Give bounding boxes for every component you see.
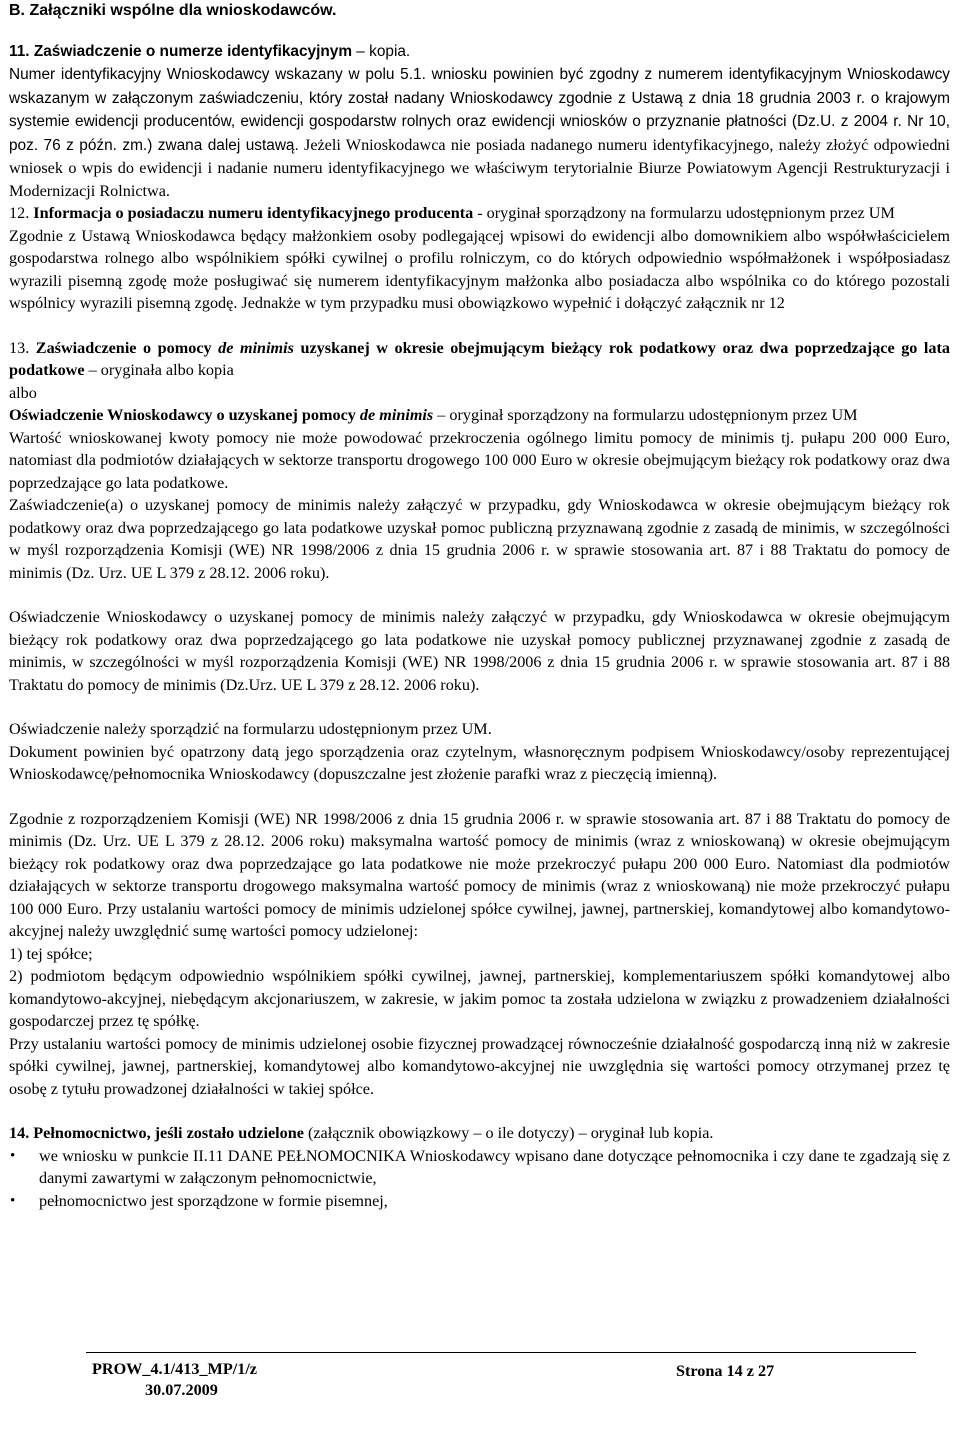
- section-14: [9, 1122, 950, 1212]
- section-12-title-tail: - oryginał sporządzony na formularzu udostępnionym przez UM: [473, 204, 895, 222]
- section-14-heading: [9, 1122, 950, 1145]
- section-13-paragraph-5: Dokument powinien być opatrzony datą jego sporządzenia oraz czytelnym, własnoręcznym podpisem Wnioskodawcy/osoby reprezentującej Wnioskodawcę/pełnomocnika Wnioskodawcy (dopuszczalne jest złożenie parafki wraz z pieczęcią imienną).: [9, 742, 950, 783]
- section-13-heading: [9, 337, 950, 382]
- footer-page-number: Strona 14 z 27: [676, 1362, 775, 1380]
- section-13-paragraph-7: 1) tej spółce;: [9, 944, 93, 963]
- section-13-paragraph-3: Oświadczenie Wnioskodawcy o uzyskanej pomocy de minimis należy załączyć w przypadku, gdy Wnioskodawca w okresie obejmującym bieżący rok podatkowy oraz dwa poprzedzającego go lata podatkowe nie uzyskał pomocy publicznej przyznawanej zgodnie z zasadą de minimis, w szczególności w myśl rozporządzenia Komisji (WE) NR 1998/2006 z dnia 15 grudnia 2006 r. w sprawie stosowania art. 87 i 88 Traktatu do pomocy de minimis (Dz.Urz. UE L 379 z 28.12. 2006 roku).: [9, 608, 950, 694]
- footer-divider: [86, 1352, 916, 1353]
- section-13-paragraph-6: Zgodnie z rozporządzeniem Komisji (WE) NR 1998/2006 z dnia 15 grudnia 2006 r. w sprawie stosowania art. 87 i 88 Traktatu do pomocy de minimis (Dz. Urz. UE L 379 z 28.12. 2006 roku) maksymalna wartość pomocy de minimis (wraz z wnioskowaną) w okresie obejmującym bieżący rok podatkowy oraz dwa poprzedzające go lata podatkowe nie może przekroczyć pułapu 200 000 Euro. Natomiast dla podmiotów działających w sektorze transportu drogowego maksymalna wartość pomocy de minimis (wraz z wnioskowaną) nie może przekroczyć pułapu 100 000 Euro. Przy ustalaniu wartości pomocy de minimis udzielonej spółce cywilnej, jawnej, partnerskiej, komandytowej albo komandytowo-akcyjnej należy uwzględnić sumę wartości pomocy udzielonej:: [9, 809, 950, 940]
- spacer: [9, 786, 950, 808]
- section-13-heading-2: [9, 404, 950, 427]
- list-item: • pełnomocnictwo jest sporządzone w formie pisemnej,: [39, 1190, 950, 1213]
- section-13-albo: albo: [9, 383, 37, 402]
- section-12-title: Informacja o posiadaczu numeru identyfikacyjnego producenta: [33, 204, 474, 222]
- section-13-paragraph-9: Przy ustalaniu wartości pomocy de minimis udzielonej osobie fizycznej prowadzącej równocześnie działalność gospodarczą inną niż w zakresie spółki cywilnej, jawnej, partnerskiej, komandytowej albo komandytowo-akcyjnej nie uwzględnia się wartości pomocy otrzymanej przez tę osobę z tytułu prowadzonej działalności w takiej spółce.: [9, 1034, 950, 1098]
- spacer: [9, 696, 950, 718]
- section-13-paragraph-1: Wartość wnioskowanej kwoty pomocy nie może powodować przekroczenia ogólnego limitu pomocy de minimis tj. pułapu 200 000 Euro, natomiast dla podmiotów działających w sektorze transportu drogowego 100 000 Euro w okresie obejmującym bieżący rok podatkowy oraz dwa poprzedzające go lata podatkowe.: [9, 428, 950, 492]
- section-14-list: [9, 1145, 950, 1213]
- section-14-title: 14. Pełnomocnictwo, jeśli zostało udzielone: [9, 1124, 304, 1142]
- section-13-h2-em: de minimis: [359, 406, 434, 424]
- section-12-paragraph: Zgodnie z Ustawą Wnioskodawca będący małżonkiem osoby podlegającej wpisowi do ewidencji albo domownikiem albo współwłaścicielem gospodarstwa rolnego albo wspólnikiem spółki cywilnej o profilu rolniczym, co do których odpowiednio współmałżonek i współposiadasz wyrazili pisemną zgodę może posługiwać się numerem identyfikacyjnym małżonka albo posiadacza albo wspólnika co do którego pozostali wspólnicy wyrazili pisemną zgodę. Jednakże w tym przypadku musi obowiązkowo wypełnić i dołączyć załącznik nr 12: [9, 226, 950, 312]
- footer-date: 30.07.2009: [145, 1381, 218, 1399]
- spacer: [9, 1100, 950, 1122]
- section-13-h2-tail: – oryginał sporządzony na formularzu udostępnionym przez UM: [433, 406, 858, 424]
- section-14-title-tail: (załącznik obowiązkowy – o ile dotyczy) – oryginał lub kopia.: [303, 1124, 714, 1142]
- section-13-paragraph-8: 2) podmiotom będącym odpowiednio wspólnikiem spółki cywilnej, jawnej, partnerskiej, komplementariuszem spółki komandytowej albo komandytowo-akcyjnej, niebędącym akcjonariuszem, w zakresie, w jakim pomoc ta została udzielona w związku z prowadzeniem działalności gospodarczej przez tę spółkę.: [9, 967, 950, 1030]
- section-13-title-tail: – oryginała albo kopia: [84, 361, 234, 379]
- section-13-paragraph-4: Oświadczenie należy sporządzić na formularzu udostępnionym przez UM.: [9, 720, 492, 738]
- list-item: • we wniosku w punkcie II.11 DANE PEŁNOMOCNIKA Wnioskodawcy wpisano dane dotyczące pełnomocnika i czy dane te zgadzają się z danymi zawartymi w załączonym pełnomocnictwie,: [39, 1145, 950, 1190]
- section-12: [9, 202, 950, 315]
- section-11-heading: [9, 41, 950, 64]
- section-13-h2-a: Oświadczenie Wnioskodawcy o uzyskanej pomocy: [9, 406, 360, 424]
- section-11: [9, 41, 950, 203]
- section-12-number: 12.: [9, 204, 34, 222]
- section-12-heading: [9, 202, 950, 225]
- spacer: [9, 584, 950, 606]
- section-title: B. Załączniki wspólne dla wnioskodawców.: [9, 2, 337, 19]
- section-13: [9, 337, 950, 1101]
- section-11-text-c: Jeżeli Wnioskodawca nie posiada nadanego numeru identyfikacyjnego, należy złożyć odpowiedni wniosek o wpis do ewidencji i nadanie numeru identyfikacyjnego we właściwym terytorialnie Biurze Powiatowym Agencji Restrukturyzacji i Modernizacji Rolnictwa.: [9, 135, 951, 200]
- section-13-paragraph-2: Zaświadczenie(a) o uzyskanej pomocy de minimis należy załączyć w przypadku, gdy Wnioskodawca w okresie obejmującym bieżący rok podatkowy oraz dwa poprzedzającego go lata podatkowe uzyskał pomoc publiczną przyznawaną zgodnie z zasadą de minimis, w szczególności w myśl rozporządzenia Komisji (WE) NR 1998/2006 z dnia 15 grudnia 2006 r. w sprawie stosowania art. 87 i 88 Traktatu do pomocy de minimis (Dz. Urz. UE L 379 z 28.12. 2006 roku).: [9, 496, 950, 582]
- spacer: [9, 315, 950, 337]
- section-11-paragraph: [9, 63, 950, 202]
- footer-doc-code: PROW_4.1/413_MP/1/z: [92, 1360, 257, 1378]
- section-11-text-a: Numer identyfikacyjny Wnioskodawcy wskazany w polu 5.1. wniosku powinien być zgodny z numerem identyfikacyjnym Wnioskodawcy wskazanym w załączonym zaświadczeniu, który został nadany Wnioskodawcy zgodnie z Ustawą z dnia 18 grudnia 2003 r.: [9, 66, 950, 107]
- section-13-title-b: uzyskanej w okresie obejmującym bieżący rok podatkowy oraz dwa poprzedzające go lata podatkowe: [9, 338, 950, 379]
- spacer: [9, 23, 950, 41]
- section-13-title-em: de minimis: [218, 338, 294, 357]
- section-13-title-a: Zaświadczenie o pomocy: [35, 338, 219, 357]
- section-11-title: 11. Zaświadczenie o numerze identyfikacyjnym: [9, 42, 353, 60]
- section-11-title-tail: – kopia.: [352, 42, 411, 60]
- section-13-number: 13.: [9, 338, 36, 357]
- section-11-text-b: o krajowym systemie ewidencji producentów, ewidencji gospodarstw rolnych oraz ewidencji wniosków o przyznanie płatności (Dz.U. z 2004 r. Nr 10, poz. 76 z późn. zm.) zwana dalej ustawą.: [9, 89, 951, 154]
